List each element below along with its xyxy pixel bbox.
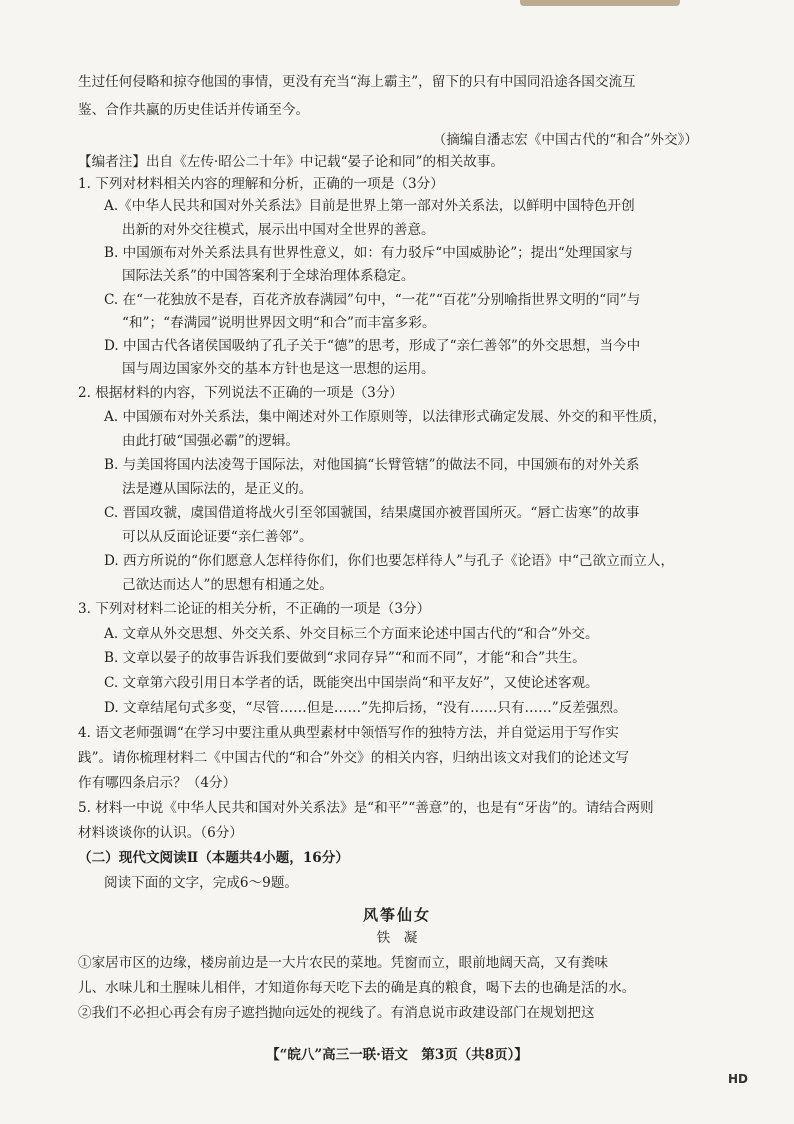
paragraph-1: ①家居市区的边缘，楼房前边是一大片农民的菜地。凭窗而立，眼前地阔天高，又有粪味 xyxy=(78,955,609,971)
option-1c: C. 在“一花独放不是春，百花齐放春满园”句中，“一花”“百花”分别喻指世界文明的“同”与 xyxy=(104,292,641,308)
question-5-cont: 材料谈谈你的认识。（6分） xyxy=(78,825,243,841)
paragraph-2: ②我们不必担心再会有房子遮挡抛向远处的视线了。有消息说市政建设部门在规划把这 xyxy=(78,1005,595,1021)
question-1: 1. 下列对材料相关内容的理解和分析，正确的一项是（3分） xyxy=(78,176,444,192)
paragraph-1-cont: 儿、水味儿和土腥味儿相伴，才知道你每天吃下去的确是真的粮食，喝下去的也确是活的水。 xyxy=(78,980,636,996)
question-5: 5. 材料一中说《中华人民共和国对外关系法》是“和平”“善意”的，也是有“牙齿”的。请结合两则 xyxy=(78,800,654,816)
text-line: 鉴、合作共赢的历史佳话并传诵至今。 xyxy=(78,102,310,118)
article-author: 铁 凝 xyxy=(376,930,418,946)
article-title: 风筝仙女 xyxy=(362,906,431,924)
page-footer: 【“皖八”高三一联·语文 第3页（共8页）】 xyxy=(266,1047,528,1063)
section-instruction: 阅读下面的文字，完成6～9题。 xyxy=(104,875,299,891)
option-2a: A. 中国颁布对外关系法，集中阐述对外工作原则等，以法律形式确定发展、外交的和平性质， xyxy=(104,409,667,425)
option-1d-cont: 国与周边国家外交的基本方针也是这一思想的运用。 xyxy=(122,361,435,377)
option-3d: D. 文章结尾句式多变，“尽管……但是……”先抑后扬，“没有……只有……”反差强烈。 xyxy=(104,700,627,716)
question-3: 3. 下列对材料二论证的相关分析，不正确的一项是（3分） xyxy=(78,601,431,617)
question-2: 2. 根据材料的内容，下列说法不正确的一项是（3分） xyxy=(78,385,404,401)
option-2d: D. 西方所说的“你们愿意人怎样待你们，你们也要怎样待人”与孔子《论语》中“己欲立而立人， xyxy=(104,553,675,569)
editor-note: 【编者注】出自《左传·昭公二十年》中记载“晏子论和同”的相关故事。 xyxy=(78,154,505,170)
option-2d-cont: 己欲达而达人”的思想有相通之处。 xyxy=(122,577,333,593)
option-2b: B. 与美国将国内法凌驾于国际法，对他国搞“长臂管辖”的做法不同，中国颁布的对外关系 xyxy=(104,457,640,473)
option-2b-cont: 法是遵从国际法的，是正义的。 xyxy=(122,481,313,497)
option-1b: B. 中国颁布对外关系法具有世界性意义，如：有力驳斥“中国威胁论”；提出“处理国家与 xyxy=(104,245,633,261)
question-4-cont: 作有哪四条启示？（4分） xyxy=(78,775,237,791)
option-3b: B. 文章以晏子的故事告诉我们要做到“求同存异”“和而不同”，才能“和合”共生。 xyxy=(104,650,586,666)
question-4: 4. 语文老师强调“在学习中要注重从典型素材中领悟写作的独特方法，并自觉运用于写作实 xyxy=(78,725,619,741)
paper-fold-shadow xyxy=(520,0,680,6)
option-2c: C. 晋国攻虢，虞国借道将战火引至邻国虢国，结果虞国亦被晋国所灭。“唇亡齿寒”的故事 xyxy=(104,505,640,521)
option-1c-cont: “和”；“春满园”说明世界因文明“和合”而丰富多彩。 xyxy=(122,315,436,331)
text-line: 生过任何侵略和掠夺他国的事情，更没有充当“海上霸主”，留下的只有中国同沿途各国交流互 xyxy=(78,74,636,90)
option-2a-cont: 由此打破“国强必霸”的逻辑。 xyxy=(122,433,300,449)
corner-mark: HD xyxy=(727,1072,748,1086)
option-1a-cont: 出新的对外交往模式，展示出中国对全世界的善意。 xyxy=(122,222,435,238)
option-1d: D. 中国古代各诸侯国吸纳了孔子关于“德”的思考，形成了“亲仁善邻”的外交思想，当今中 xyxy=(104,338,641,354)
option-3c: C. 文章第六段引用日本学者的话，既能突出中国崇尚“和平友好”，又使论述客观。 xyxy=(104,675,599,691)
option-1a: A.《中华人民共和国对外关系法》目前是世界上第一部对外关系法，以鲜明中国特色开创 xyxy=(104,198,635,214)
option-1b-cont: 国际法关系”的中国答案利于全球治理体系稳定。 xyxy=(122,268,415,284)
section-heading: （二）现代文阅读Ⅱ（本题共4小题，16分） xyxy=(78,850,349,866)
option-2c-cont: 可以从反面论证要“亲仁善邻”。 xyxy=(122,529,313,545)
option-3a: A. 文章从外交思想、外交关系、外交目标三个方面来论述中国古代的“和合”外交。 xyxy=(104,626,599,642)
source-citation: （摘编自潘志宏《中国古代的“和合”外交》） xyxy=(432,132,698,148)
question-4-cont: 践”。请你梳理材料二《中国古代的“和合”外交》的相关内容，归纳出该文对我们的论述文写 xyxy=(78,750,630,766)
